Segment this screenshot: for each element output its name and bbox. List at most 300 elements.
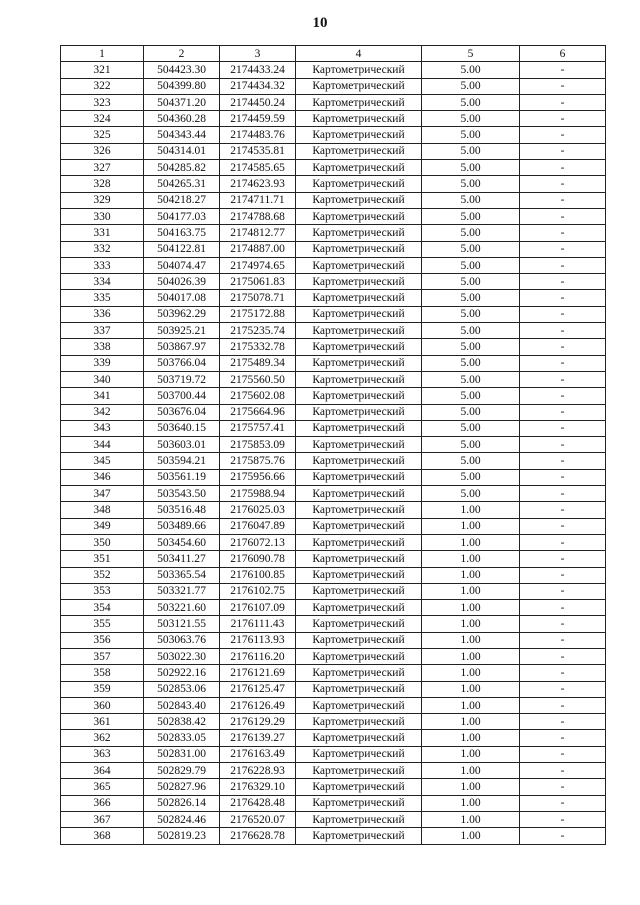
cell-method: Картометрический [296,290,422,306]
cell-x: 502922.16 [144,665,220,681]
cell-method: Картометрический [296,192,422,208]
cell-description: - [520,453,606,469]
cell-x: 502843.40 [144,697,220,713]
cell-description: - [520,78,606,94]
table-row [61,420,606,436]
cell-y: 2174623.93 [220,176,296,192]
cell-y: 2175332.78 [220,339,296,355]
table-row [61,714,606,730]
table-row [61,779,606,795]
cell-description: - [520,486,606,502]
cell-accuracy: 5.00 [422,225,520,241]
cell-y: 2176102.75 [220,583,296,599]
cell-description: - [520,779,606,795]
cell-y: 2174812.77 [220,225,296,241]
cell-description: - [520,127,606,143]
cell-accuracy: 5.00 [422,176,520,192]
cell-method: Картометрический [296,111,422,127]
cell-point-number: 357 [61,648,144,664]
cell-method: Картометрический [296,323,422,339]
cell-method: Картометрический [296,388,422,404]
cell-accuracy: 1.00 [422,648,520,664]
table-row [61,502,606,518]
cell-accuracy: 5.00 [422,94,520,110]
cell-y: 2175988.94 [220,486,296,502]
cell-point-number: 335 [61,290,144,306]
cell-accuracy: 5.00 [422,453,520,469]
header-cell-y: 3 [220,46,296,62]
cell-point-number: 339 [61,355,144,371]
cell-method: Картометрический [296,763,422,779]
cell-description: - [520,388,606,404]
cell-y: 2175875.76 [220,453,296,469]
cell-method: Картометрический [296,62,422,78]
cell-point-number: 361 [61,714,144,730]
cell-x: 504265.31 [144,176,220,192]
cell-point-number: 341 [61,388,144,404]
cell-method: Картометрический [296,274,422,290]
cell-accuracy: 5.00 [422,290,520,306]
cell-accuracy: 5.00 [422,404,520,420]
cell-point-number: 359 [61,681,144,697]
cell-y: 2175489.34 [220,355,296,371]
cell-x: 504343.44 [144,127,220,143]
cell-x: 504026.39 [144,274,220,290]
cell-description: - [520,241,606,257]
table-row [61,160,606,176]
cell-accuracy: 5.00 [422,274,520,290]
cell-description: - [520,681,606,697]
cell-point-number: 331 [61,225,144,241]
cell-method: Картометрический [296,306,422,322]
header-cell-description: 6 [520,46,606,62]
cell-method: Картометрический [296,404,422,420]
cell-x: 503700.44 [144,388,220,404]
cell-y: 2174585.65 [220,160,296,176]
cell-x: 503640.15 [144,420,220,436]
cell-point-number: 348 [61,502,144,518]
cell-accuracy: 1.00 [422,795,520,811]
cell-method: Картометрический [296,355,422,371]
cell-point-number: 358 [61,665,144,681]
cell-method: Картометрический [296,779,422,795]
cell-description: - [520,404,606,420]
cell-point-number: 330 [61,208,144,224]
cell-method: Картометрический [296,127,422,143]
cell-method: Картометрический [296,241,422,257]
cell-point-number: 325 [61,127,144,143]
cell-accuracy: 5.00 [422,388,520,404]
table-row [61,339,606,355]
cell-point-number: 366 [61,795,144,811]
table-body [61,62,606,844]
cell-description: - [520,290,606,306]
cell-x: 503766.04 [144,355,220,371]
cell-x: 504423.30 [144,62,220,78]
cell-point-number: 321 [61,62,144,78]
cell-description: - [520,323,606,339]
cell-accuracy: 5.00 [422,111,520,127]
cell-point-number: 334 [61,274,144,290]
cell-y: 2176125.47 [220,681,296,697]
cell-x: 504218.27 [144,192,220,208]
cell-method: Картометрический [296,730,422,746]
cell-point-number: 346 [61,469,144,485]
cell-point-number: 338 [61,339,144,355]
cell-accuracy: 1.00 [422,746,520,762]
cell-method: Картометрический [296,795,422,811]
cell-x: 503022.30 [144,648,220,664]
cell-method: Картометрический [296,339,422,355]
table-row [61,404,606,420]
table-row [61,355,606,371]
cell-accuracy: 5.00 [422,486,520,502]
cell-description: - [520,257,606,273]
table-row [61,795,606,811]
cell-description: - [520,143,606,159]
table-row [61,78,606,94]
table-row [61,127,606,143]
cell-y: 2176025.03 [220,502,296,518]
cell-x: 502827.96 [144,779,220,795]
cell-y: 2176100.85 [220,567,296,583]
table-row [61,567,606,583]
cell-description: - [520,469,606,485]
cell-description: - [520,94,606,110]
cell-point-number: 367 [61,811,144,827]
table-row [61,665,606,681]
cell-y: 2174788.68 [220,208,296,224]
cell-point-number: 365 [61,779,144,795]
cell-method: Картометрический [296,469,422,485]
cell-point-number: 328 [61,176,144,192]
cell-description: - [520,339,606,355]
cell-description: - [520,306,606,322]
cell-description: - [520,583,606,599]
cell-description: - [520,795,606,811]
cell-x: 504399.80 [144,78,220,94]
cell-accuracy: 5.00 [422,143,520,159]
cell-accuracy: 1.00 [422,551,520,567]
cell-method: Картометрический [296,94,422,110]
cell-x: 504122.81 [144,241,220,257]
cell-y: 2176129.29 [220,714,296,730]
cell-point-number: 326 [61,143,144,159]
cell-accuracy: 5.00 [422,339,520,355]
cell-method: Картометрический [296,486,422,502]
cell-x: 504177.03 [144,208,220,224]
cell-y: 2176628.78 [220,828,296,844]
table-row [61,632,606,648]
cell-accuracy: 1.00 [422,534,520,550]
cell-x: 504163.75 [144,225,220,241]
cell-y: 2176072.13 [220,534,296,550]
cell-method: Картометрический [296,616,422,632]
cell-accuracy: 1.00 [422,632,520,648]
cell-accuracy: 1.00 [422,681,520,697]
cell-y: 2176090.78 [220,551,296,567]
cell-point-number: 329 [61,192,144,208]
table-row [61,648,606,664]
cell-method: Картометрический [296,143,422,159]
cell-accuracy: 5.00 [422,323,520,339]
cell-y: 2174711.71 [220,192,296,208]
cell-y: 2176329.10 [220,779,296,795]
cell-method: Картометрический [296,160,422,176]
cell-point-number: 352 [61,567,144,583]
cell-accuracy: 5.00 [422,257,520,273]
cell-method: Картометрический [296,437,422,453]
table-row [61,94,606,110]
cell-x: 503454.60 [144,534,220,550]
table-row [61,290,606,306]
table-row [61,257,606,273]
cell-x: 502824.46 [144,811,220,827]
cell-point-number: 350 [61,534,144,550]
cell-method: Картометрический [296,828,422,844]
cell-x: 504285.82 [144,160,220,176]
cell-description: - [520,567,606,583]
cell-method: Картометрический [296,746,422,762]
cell-accuracy: 1.00 [422,518,520,534]
cell-accuracy: 5.00 [422,306,520,322]
cell-description: - [520,192,606,208]
table-row [61,697,606,713]
cell-accuracy: 5.00 [422,355,520,371]
cell-x: 503489.66 [144,518,220,534]
cell-method: Картометрический [296,534,422,550]
header-row [61,46,606,62]
cell-point-number: 322 [61,78,144,94]
cell-point-number: 347 [61,486,144,502]
cell-method: Картометрический [296,176,422,192]
cell-x: 503925.21 [144,323,220,339]
table-row [61,306,606,322]
cell-description: - [520,274,606,290]
cell-point-number: 332 [61,241,144,257]
cell-y: 2175078.71 [220,290,296,306]
cell-description: - [520,828,606,844]
cell-x: 504360.28 [144,111,220,127]
cell-accuracy: 1.00 [422,567,520,583]
cell-description: - [520,714,606,730]
cell-x: 503962.29 [144,306,220,322]
cell-description: - [520,371,606,387]
cell-x: 503867.97 [144,339,220,355]
header-cell-method: 4 [296,46,422,62]
cell-point-number: 360 [61,697,144,713]
table-row [61,62,606,78]
cell-description: - [520,502,606,518]
cell-accuracy: 1.00 [422,616,520,632]
cell-accuracy: 5.00 [422,78,520,94]
cell-y: 2176228.93 [220,763,296,779]
table-row [61,143,606,159]
cell-description: - [520,811,606,827]
cell-accuracy: 1.00 [422,811,520,827]
cell-x: 504017.08 [144,290,220,306]
table-row [61,274,606,290]
cell-method: Картометрический [296,518,422,534]
cell-method: Картометрический [296,714,422,730]
table-row [61,551,606,567]
cell-point-number: 337 [61,323,144,339]
cell-accuracy: 1.00 [422,600,520,616]
cell-accuracy: 1.00 [422,714,520,730]
cell-y: 2175757.41 [220,420,296,436]
page-number: 10 [312,15,328,31]
cell-method: Картометрический [296,681,422,697]
cell-point-number: 356 [61,632,144,648]
cell-description: - [520,437,606,453]
table-row [61,746,606,762]
cell-accuracy: 1.00 [422,730,520,746]
cell-y: 2176163.49 [220,746,296,762]
table-row [61,600,606,616]
cell-x: 502853.06 [144,681,220,697]
cell-y: 2176111.43 [220,616,296,632]
cell-description: - [520,208,606,224]
cell-accuracy: 5.00 [422,62,520,78]
cell-point-number: 333 [61,257,144,273]
cell-method: Картометрический [296,257,422,273]
cell-description: - [520,355,606,371]
cell-x: 502833.05 [144,730,220,746]
cell-x: 503676.04 [144,404,220,420]
cell-description: - [520,648,606,664]
cell-description: - [520,665,606,681]
cell-x: 502831.00 [144,746,220,762]
cell-point-number: 351 [61,551,144,567]
table-row [61,469,606,485]
cell-description: - [520,518,606,534]
cell-point-number: 353 [61,583,144,599]
cell-method: Картометрический [296,371,422,387]
cell-description: - [520,176,606,192]
header-cell-point-number: 1 [61,46,144,62]
cell-description: - [520,600,606,616]
cell-method: Картометрический [296,420,422,436]
cell-description: - [520,111,606,127]
table-row [61,828,606,844]
cell-point-number: 364 [61,763,144,779]
cell-y: 2175560.50 [220,371,296,387]
cell-description: - [520,763,606,779]
cell-accuracy: 5.00 [422,208,520,224]
cell-description: - [520,632,606,648]
table-row [61,453,606,469]
cell-method: Картометрический [296,225,422,241]
cell-method: Картометрический [296,583,422,599]
cell-y: 2176113.93 [220,632,296,648]
cell-accuracy: 5.00 [422,241,520,257]
cell-method: Картометрический [296,665,422,681]
table-row [61,811,606,827]
cell-x: 503321.77 [144,583,220,599]
cell-description: - [520,616,606,632]
cell-point-number: 344 [61,437,144,453]
cell-y: 2174535.81 [220,143,296,159]
cell-method: Картометрический [296,600,422,616]
cell-y: 2174450.24 [220,94,296,110]
cell-x: 502838.42 [144,714,220,730]
cell-description: - [520,160,606,176]
cell-description: - [520,225,606,241]
coordinates-table [60,45,606,845]
cell-x: 504371.20 [144,94,220,110]
cell-point-number: 340 [61,371,144,387]
cell-x: 503561.19 [144,469,220,485]
cell-y: 2176126.49 [220,697,296,713]
cell-y: 2174459.59 [220,111,296,127]
table-row [61,225,606,241]
cell-method: Картометрический [296,78,422,94]
cell-accuracy: 5.00 [422,420,520,436]
cell-x: 502819.23 [144,828,220,844]
table-row [61,616,606,632]
cell-y: 2175602.08 [220,388,296,404]
cell-method: Картометрический [296,502,422,518]
table-row [61,111,606,127]
cell-x: 502826.14 [144,795,220,811]
cell-x: 503603.01 [144,437,220,453]
table-row [61,241,606,257]
cell-accuracy: 5.00 [422,469,520,485]
cell-y: 2176116.20 [220,648,296,664]
table-row [61,192,606,208]
cell-accuracy: 1.00 [422,779,520,795]
cell-x: 503411.27 [144,551,220,567]
cell-accuracy: 5.00 [422,127,520,143]
cell-point-number: 324 [61,111,144,127]
table-row [61,534,606,550]
cell-x: 503719.72 [144,371,220,387]
cell-accuracy: 5.00 [422,371,520,387]
cell-x: 502829.79 [144,763,220,779]
cell-point-number: 342 [61,404,144,420]
cell-y: 2175172.88 [220,306,296,322]
cell-point-number: 368 [61,828,144,844]
cell-accuracy: 1.00 [422,665,520,681]
cell-y: 2176107.09 [220,600,296,616]
cell-accuracy: 5.00 [422,437,520,453]
cell-accuracy: 1.00 [422,763,520,779]
cell-x: 503516.48 [144,502,220,518]
cell-x: 503221.60 [144,600,220,616]
table-row [61,583,606,599]
table-row [61,388,606,404]
cell-x: 503365.54 [144,567,220,583]
cell-accuracy: 1.00 [422,502,520,518]
cell-method: Картометрический [296,567,422,583]
cell-point-number: 349 [61,518,144,534]
cell-method: Картометрический [296,632,422,648]
cell-description: - [520,746,606,762]
cell-description: - [520,697,606,713]
cell-point-number: 336 [61,306,144,322]
cell-accuracy: 1.00 [422,697,520,713]
header-cell-accuracy: 5 [422,46,520,62]
table-row [61,486,606,502]
cell-y: 2175664.96 [220,404,296,420]
header-cell-x: 2 [144,46,220,62]
table-row [61,763,606,779]
cell-x: 504314.01 [144,143,220,159]
cell-y: 2174433.24 [220,62,296,78]
cell-y: 2176047.89 [220,518,296,534]
cell-point-number: 355 [61,616,144,632]
cell-point-number: 354 [61,600,144,616]
